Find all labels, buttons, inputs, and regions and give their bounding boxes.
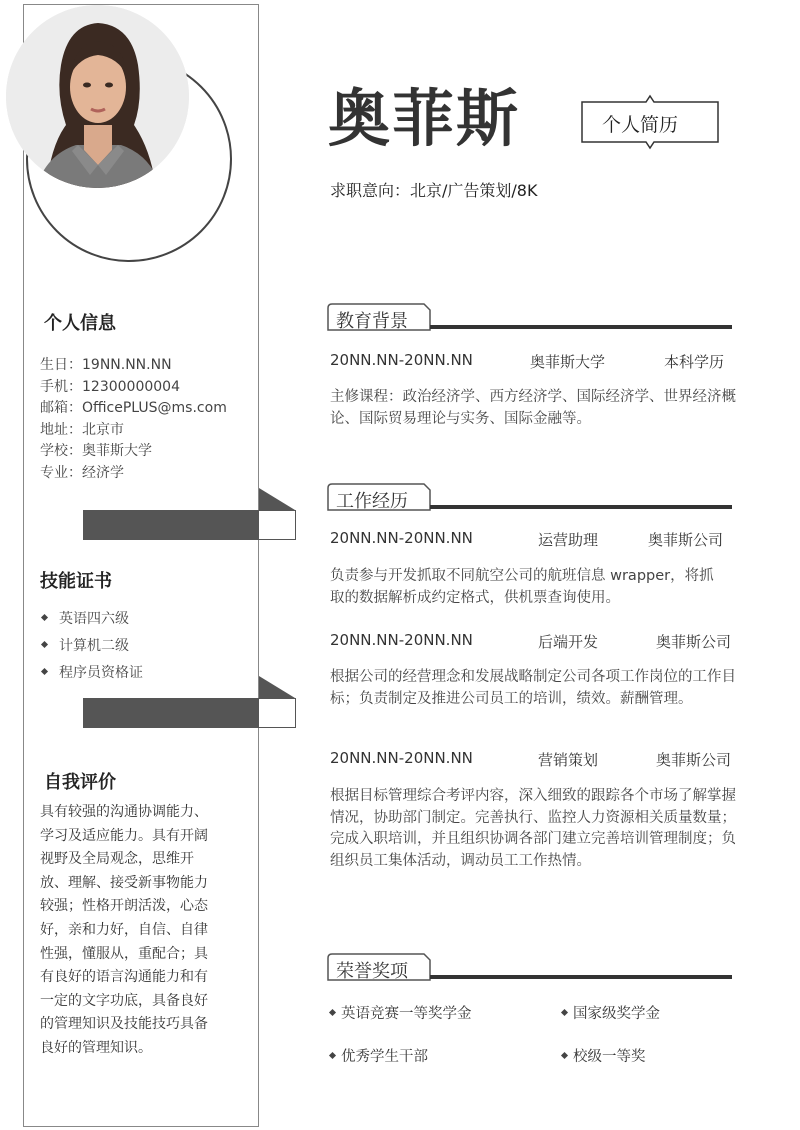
tab-fold-decoration bbox=[259, 488, 295, 510]
skill-item: 程序员资格证 bbox=[42, 662, 143, 689]
education-school: 奥菲斯大学 bbox=[530, 353, 606, 371]
job-3-company: 奥菲斯公司 bbox=[656, 751, 732, 769]
info-phone: 手机：12300000004 bbox=[40, 378, 180, 395]
bullet-icon bbox=[561, 1051, 568, 1058]
education-degree: 本科学历 bbox=[664, 353, 725, 371]
job-2-description: 根据公司的经营理念和发展战略制定公司各项工作岗位的工作目标；负责制定及推进公司员工的培训，绩效。薪酬管理。 bbox=[330, 669, 736, 707]
job-3-role: 营销策划 bbox=[538, 751, 599, 769]
personal-info-title: 个人信息 bbox=[44, 313, 116, 334]
skill-item: 英语四六级 bbox=[42, 608, 143, 635]
bullet-icon bbox=[41, 613, 48, 620]
award-item: 校级一等奖 bbox=[562, 1045, 646, 1066]
bullet-icon bbox=[41, 640, 48, 647]
job-3-description: 根据目标管理综合考评内容，深入细致的跟踪各个市场了解掌握情况，协助部门制定。完善执行、监控人力资源相关质量数量；完成入职培训，并且组织协调各部门建立完善培训管理制度；负组织员工集体活动，调动员工工作热情。 bbox=[330, 788, 736, 869]
personal-info-list bbox=[40, 355, 227, 484]
education-period: 20NN.NN-20NN.NN bbox=[330, 351, 473, 369]
tab-bar-decoration bbox=[83, 698, 259, 728]
candidate-name: 奥菲斯 bbox=[328, 82, 521, 155]
info-address: 地址：北京市 bbox=[40, 421, 124, 438]
info-major: 专业：经济学 bbox=[40, 464, 124, 481]
awards-header bbox=[326, 952, 736, 984]
skills-list bbox=[42, 608, 143, 689]
work-title: 工作经历 bbox=[336, 491, 408, 512]
education-courses: 主修课程：政治经济学、西方经济学、国际经济学、世界经济概论、国际贸易理论与实务、国际金融等。 bbox=[330, 389, 736, 427]
job-1-description: 负责参与开发抓取不同航空公司的航班信息 wrapper，将抓取的数据解析成约定格式，供机票查询使用。 bbox=[330, 568, 714, 606]
resume-label: 个人简历 bbox=[602, 114, 679, 136]
tab-outline-decoration bbox=[259, 698, 296, 728]
info-school: 学校：奥菲斯大学 bbox=[40, 443, 152, 459]
award-item: 英语竞赛一等奖学金 bbox=[330, 1002, 472, 1023]
job-2-period: 20NN.NN-20NN.NN bbox=[330, 631, 473, 649]
info-email: 邮箱：OfficePLUS@ms.com bbox=[40, 400, 227, 416]
job-1-company: 奥菲斯公司 bbox=[648, 531, 724, 549]
job-2-role: 后端开发 bbox=[538, 633, 599, 651]
self-eval-title: 自我评价 bbox=[44, 772, 116, 793]
bullet-icon bbox=[41, 667, 48, 674]
education-title: 教育背景 bbox=[336, 311, 408, 332]
awards-title: 荣誉奖项 bbox=[336, 961, 408, 982]
skills-title: 技能证书 bbox=[40, 571, 112, 592]
bullet-icon bbox=[561, 1008, 568, 1015]
job-3-period: 20NN.NN-20NN.NN bbox=[330, 749, 473, 767]
tab-bar-decoration bbox=[83, 510, 259, 540]
self-eval-text: 具有较强的沟通协调能力、学习及适应能力。具有开阔视野及全局观念，思维开放、理解、接受新事物能力较强；性格开朗活泼，心态好，亲和力好，自信、自律性强，懂服从，重配合；具有良好的语言沟通能力和有一定的文字功底，具备良好的管理知识及技能技巧具备良好的管理知识。 bbox=[40, 804, 208, 1056]
resume-badge bbox=[580, 94, 720, 150]
job-1-period: 20NN.NN-20NN.NN bbox=[330, 529, 473, 547]
bullet-icon bbox=[329, 1051, 336, 1058]
job-1-role: 运营助理 bbox=[538, 531, 599, 549]
job-2-company: 奥菲斯公司 bbox=[656, 633, 732, 651]
portrait-illustration bbox=[6, 5, 189, 188]
work-header bbox=[326, 482, 736, 514]
profile-photo bbox=[6, 5, 189, 188]
tab-outline-decoration bbox=[259, 510, 296, 540]
bullet-icon bbox=[329, 1008, 336, 1015]
tab-fold-decoration bbox=[259, 676, 295, 698]
award-item: 优秀学生干部 bbox=[330, 1045, 428, 1066]
info-birthday: 生日：19NN.NN.NN bbox=[40, 357, 172, 373]
award-item: 国家级奖学金 bbox=[562, 1002, 660, 1023]
job-objective: 求职意向：北京/广告策划/8K bbox=[330, 181, 538, 200]
skill-item: 计算机二级 bbox=[42, 635, 143, 662]
education-header bbox=[326, 302, 736, 334]
